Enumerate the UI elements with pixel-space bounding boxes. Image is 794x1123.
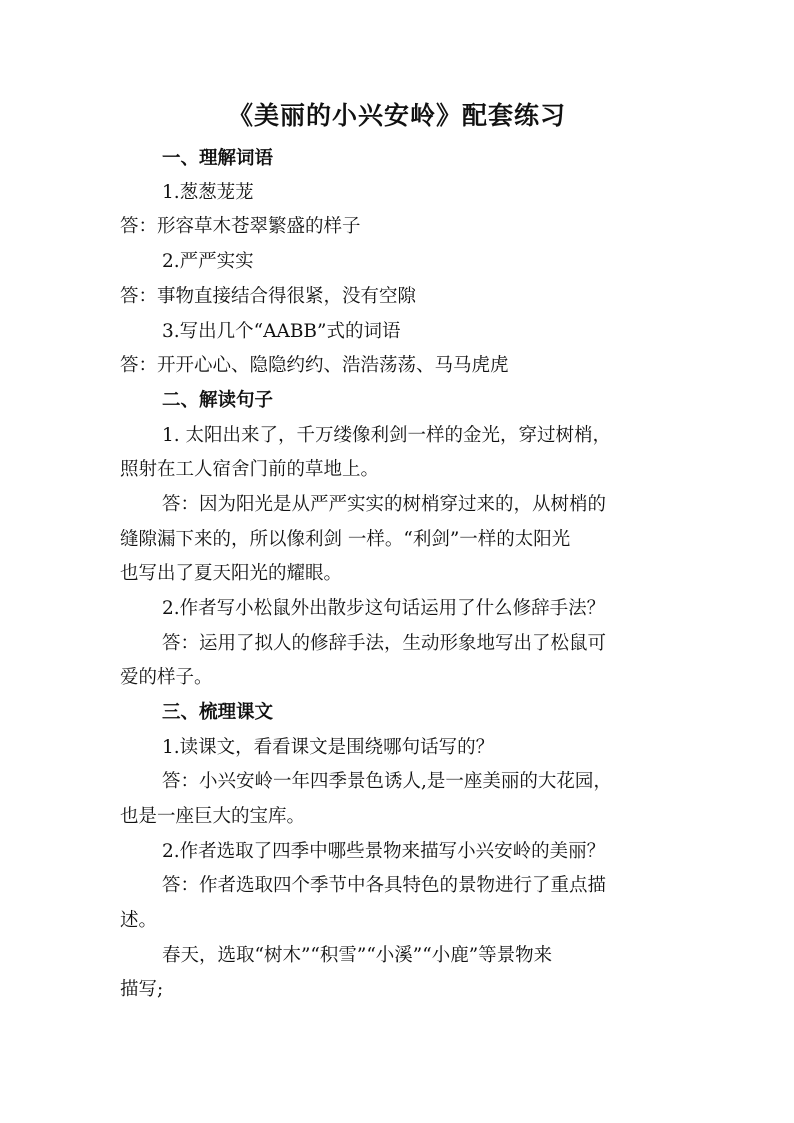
answer: 答：作者选取四个季节中各具特色的景物进行了重点描 <box>162 875 607 896</box>
section-heading: 二、解读句子 <box>162 390 274 411</box>
answer: 答：形容草木苍翠繁盛的样子 <box>120 216 361 237</box>
answer-continued: 述。 <box>120 910 158 931</box>
paragraph: 春天，选取“树木”“积雪”“小溪”“小鹿”等景物来 <box>162 945 553 966</box>
question: 2.作者写小松鼠外出散步这句话运用了什么修辞手法？ <box>162 598 606 619</box>
answer: 答：运用了拟人的修辞手法，生动形象地写出了松鼠可 <box>162 633 607 654</box>
answer-continued: 爱的样子。 <box>120 667 213 688</box>
section-heading: 三、梳理课文 <box>162 702 274 723</box>
question: 1.葱葱茏茏 <box>162 182 254 203</box>
answer-continued: 也写出了夏天阳光的耀眼。 <box>120 563 343 584</box>
question: 1. 太阳出来了，千万缕像利剑一样的金光，穿过树梢， <box>162 425 612 446</box>
question: 2.严严实实 <box>162 251 254 272</box>
question: 2.作者选取了四季中哪些景物来描写小兴安岭的美丽？ <box>162 841 606 862</box>
answer: 答：因为阳光是从严严实实的树梢穿过来的，从树梢的 <box>162 494 607 515</box>
paragraph-continued: 描写; <box>120 979 164 1000</box>
answer: 答：开开心心、隐隐约约、浩浩荡荡、马马虎虎 <box>120 355 509 376</box>
document-title: 《美丽的小兴安岭》配套练习 <box>227 101 566 130</box>
answer: 答：小兴安岭一年四季景色诱人,是一座美丽的大花园， <box>162 771 612 792</box>
answer-continued: 缝隙漏下来的，所以像利剑 一样。“利剑”一样的太阳光 <box>120 529 571 550</box>
answer-continued: 也是一座巨大的宝库。 <box>120 806 306 827</box>
answer: 答：事物直接结合得很紧，没有空隙 <box>120 286 417 307</box>
question: 3.写出几个“AABB”式的词语 <box>162 321 401 342</box>
question-continued: 照射在工人宿舍门前的草地上。 <box>120 459 380 480</box>
question: 1.读课文，看看课文是围绕哪句话写的？ <box>162 737 495 758</box>
section-heading: 一、理解词语 <box>162 148 274 169</box>
